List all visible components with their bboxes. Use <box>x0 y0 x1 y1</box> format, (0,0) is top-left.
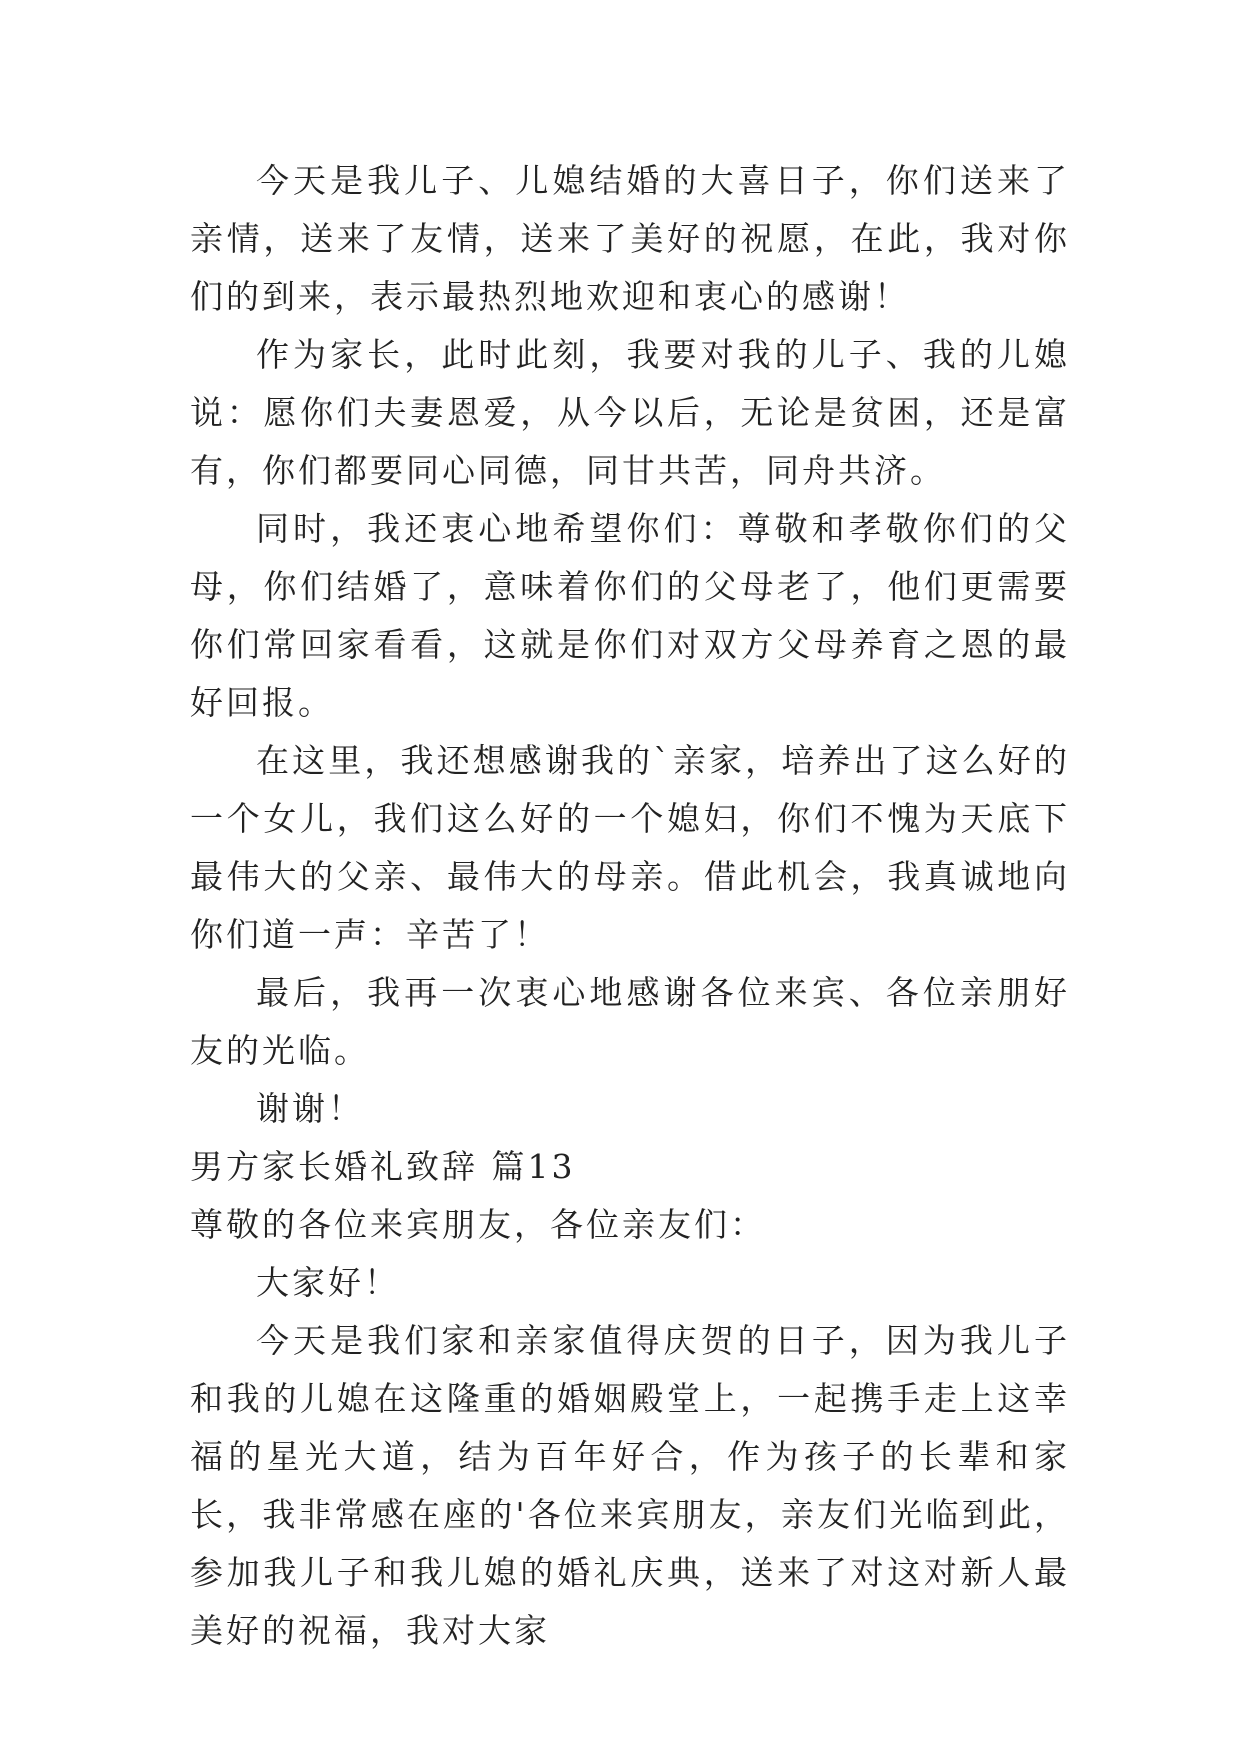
paragraph-closing-thanks: 最后，我再一次衷心地感谢各位来宾、各位亲朋好友的光临。 <box>190 973 1070 1070</box>
paragraph-celebration: 今天是我们家和亲家值得庆贺的日子，因为我儿子和我的儿媳在这隆重的婚姻殿堂上，一起携手走上这幸福的星光大道，结为百年好合，作为孩子的长辈和家长，我非常感在座的'各位来宾朋友，亲友们光临到此，参加我儿子和我儿媳的婚礼庆典，送来了对这对新人最美好的祝福，我对大家 <box>190 1321 1070 1650</box>
paragraph-thanks-in-laws: 在这里，我还想感谢我的`亲家，培养出了这么好的一个女儿，我们这么好的一个媳妇，你们不愧为天底下最伟大的父亲、最伟大的母亲。借此机会，我真诚地向你们道一声：辛苦了！ <box>190 741 1070 954</box>
paragraph-parent-message: 作为家长，此时此刻，我要对我的儿子、我的儿媳说：愿你们夫妻恩爱，从今以后，无论是贫困，还是富有，你们都要同心同德，同甘共苦，同舟共济。 <box>190 335 1070 490</box>
section-title: 男方家长婚礼致辞 篇13 <box>190 1147 576 1186</box>
paragraph-welcome: 今天是我儿子、儿媳结婚的大喜日子，你们送来了亲情，送来了友情，送来了美好的祝愿，在此，我对你们的到来，表示最热烈地欢迎和衷心的感谢！ <box>190 161 1070 316</box>
paragraph-thank-you: 谢谢！ <box>256 1089 364 1128</box>
document-body <box>190 152 1070 1660</box>
salutation: 尊敬的各位来宾朋友，各位亲友们： <box>190 1205 766 1244</box>
paragraph-filial-piety: 同时，我还衷心地希望你们：尊敬和孝敬你们的父母，你们结婚了，意味着你们的父母老了，他们更需要你们常回家看看，这就是你们对双方父母养育之恩的最好回报。 <box>190 509 1070 722</box>
greeting: 大家好！ <box>256 1263 400 1302</box>
